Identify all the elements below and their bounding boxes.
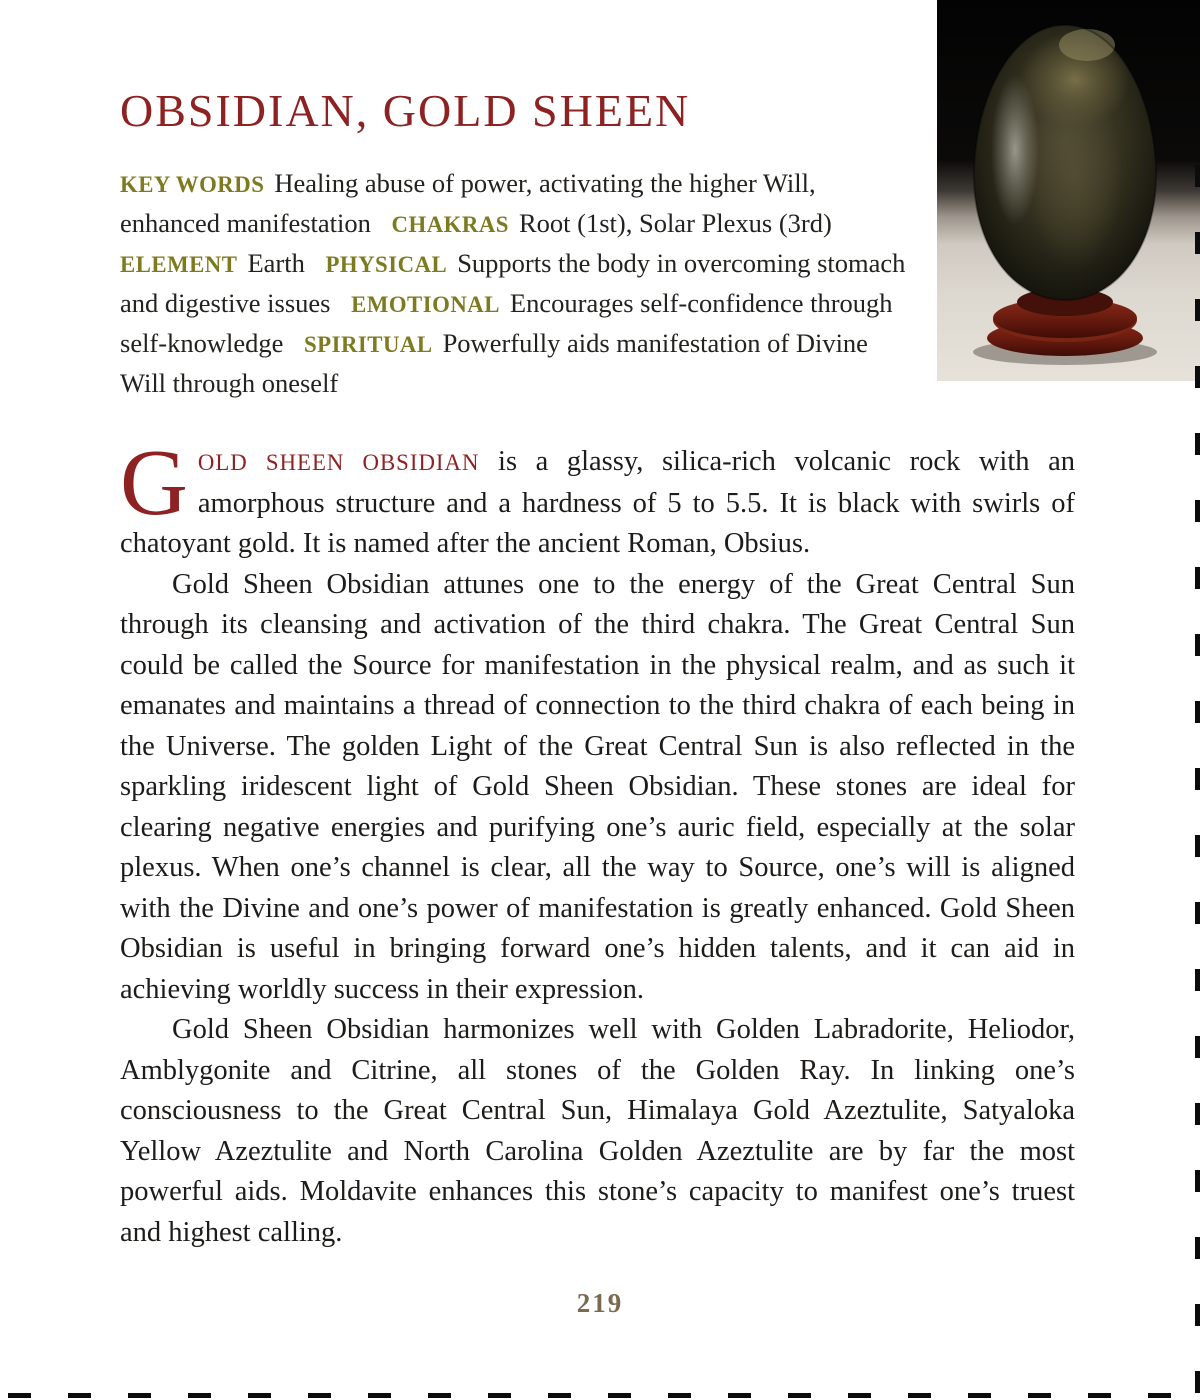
- page-number: 219: [576, 1288, 624, 1318]
- paragraph-harmonizes: Gold Sheen Obsidian harmonizes well with Golden Labradorite, Heliodor, Amblygonite and Citrine, all stones of the Golden Ray. In linking one’s consciousness to the Great Central Sun, Himalaya Gold Azeztulite, Satyaloka Yellow Azeztulite and North Carolina Golden Azeztulite are by far the most powerful aids. Moldavite enhances this stone’s capacity to manifest one’s truest and highest calling.: [120, 1014, 1075, 1248]
- property-value: Powerfully aids manifestation of Divine Will through oneself: [120, 328, 868, 398]
- stone-properties: [120, 164, 920, 402]
- property-label: EMOTIONAL: [351, 292, 500, 317]
- property-value: Encourages self-confidence through self-knowledge: [120, 288, 893, 358]
- right-edge-registration-marks: [1195, 165, 1200, 1395]
- property-value: Supports the body in overcoming stomach and digestive issues: [120, 248, 906, 318]
- property-chakras: [392, 208, 832, 238]
- property-label: PHYSICAL: [325, 252, 448, 277]
- property-element: [120, 248, 305, 278]
- property-label: KEY WORDS: [120, 172, 265, 197]
- property-label: SPIRITUAL: [304, 332, 433, 357]
- paragraph-text: is a glassy, silica-rich volcanic rock with an amorphous structure and a hardness of 5 to 5.5. It is black with swirls of chatoyant gold. It is named after the ancient Roman, Obsius.: [120, 446, 1075, 559]
- page-title: OBSIDIAN, GOLD SHEEN: [120, 85, 691, 136]
- property-value: Root (1st), Solar Plexus (3rd): [518, 208, 832, 238]
- drop-cap: G: [120, 431, 188, 535]
- lead-small-caps: OLD SHEEN OBSIDIAN: [197, 450, 480, 475]
- property-value: Healing abuse of power, activating the higher Will, enhanced manifestation: [120, 168, 816, 238]
- article-body: [120, 431, 1075, 1253]
- property-label: CHAKRAS: [391, 212, 509, 237]
- bottom-edge-registration-marks: [8, 1393, 1200, 1398]
- obsidian-egg-illustration: [937, 0, 1200, 381]
- text-column: [120, 0, 1075, 1253]
- paragraph-intro: [120, 431, 1075, 565]
- property-value: Earth: [247, 248, 305, 278]
- paragraph-energy: Gold Sheen Obsidian attunes one to the energy of the Great Central Sun through its cleansing and activation of the third chakra. The Great Central Sun could be called the Source for manifestation in the physical realm, and as such it emanates and maintains a thread of connection to the third chakra of each being in the Universe. The golden Light of the Great Central Sun is also reflected in the sparkling iridescent light of Gold Sheen Obsidian. These stones are ideal for clearing negative energies and purifying one’s auric field, especially at the solar plexus. When one’s channel is clear, all the way to Source, one’s will is aligned with the Divine and one’s power of manifestation is greatly enhanced. Gold Sheen Obsidian is useful in bringing forward one’s hidden talents, and it can aid in achieving worldly success in their expression.: [120, 568, 1075, 1005]
- obsidian-egg-photo: [937, 0, 1200, 381]
- property-label: ELEMENT: [120, 252, 238, 277]
